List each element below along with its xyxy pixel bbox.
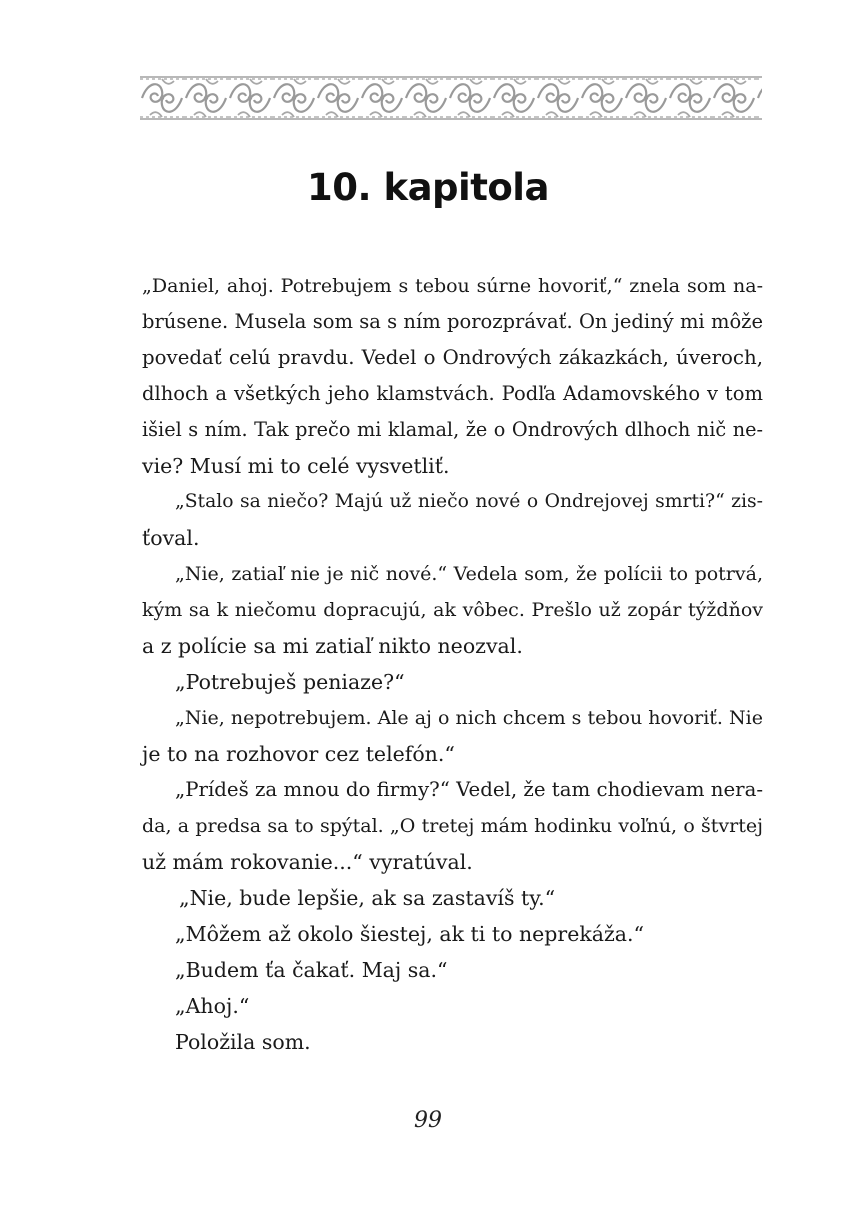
page-number: 99 [414, 1108, 442, 1133]
text-line: dlhoch a všetkých jeho klamstvách. Podľa Adamovského v tom [142, 382, 763, 405]
text-line: už mám rokovanie...“ vyratúval. [142, 850, 473, 874]
paragraph [142, 664, 763, 700]
paragraph [142, 268, 763, 484]
text-line: „Nie, bude lepšie, ak sa zastavíš ty.“ [179, 886, 556, 910]
text-line: „Stalo sa niečo? Majú už niečo nové o Ondrejovej smrti?“ zis- [175, 491, 763, 512]
paragraph [142, 700, 763, 772]
text-line: brúsene. Musela som sa s ním porozprávať. On jediný mi môže [142, 310, 763, 333]
text-line: ťoval. [142, 526, 200, 550]
text-line: „Ahoj.“ [175, 994, 250, 1018]
text-line: „Môžem až okolo šiestej, ak ti to neprekáža.“ [175, 922, 645, 946]
paragraph [142, 880, 763, 916]
text-line: išiel s ním. Tak prečo mi klamal, že o Ondrových dlhoch nič ne- [142, 418, 763, 441]
paragraph [142, 916, 763, 952]
text-line: a z polície sa mi zatiaľ nikto neozval. [142, 634, 523, 658]
text-line: kým sa k niečomu dopracujú, ak vôbec. Prešlo už zopár týždňov [142, 599, 763, 621]
paragraph [142, 952, 763, 988]
text-line: je to na rozhovor cez telefón.“ [142, 742, 455, 766]
chapter-title: 10. kapitola [307, 166, 549, 209]
text-line: „Nie, nepotrebujem. Ale aj o nich chcem s tebou hovoriť. Nie [175, 707, 763, 729]
text-line: „Daniel, ahoj. Potrebujem s tebou súrne hovoriť,“ znela som na- [142, 275, 763, 297]
ornament-border [140, 75, 762, 121]
text-line: Položila som. [175, 1030, 311, 1054]
text-line: „Prídeš za mnou do firmy?“ Vedel, že tam chodievam nera- [175, 778, 764, 801]
text-line: da, a predsa sa to spýtal. „O tretej mám hodinku voľnú, o štvrtej [142, 815, 763, 837]
paragraph [142, 484, 763, 556]
paragraph [142, 556, 763, 664]
text-line: povedať celú pravdu. Vedel o Ondrových zákazkách, úveroch, [142, 346, 763, 369]
text-line: „Potrebuješ peniaze?“ [175, 670, 405, 694]
paragraph [142, 772, 763, 880]
chapter-body [142, 268, 763, 1060]
text-line: „Nie, zatiaľ nie je nič nové.“ Vedela som, že polícii to potrvá, [175, 563, 763, 585]
text-line: „Budem ťa čakať. Maj sa.“ [175, 958, 448, 982]
paragraph [142, 1024, 763, 1060]
paragraph [142, 988, 763, 1024]
text-line: vie? Musí mi to celé vysvetliť. [142, 454, 450, 478]
